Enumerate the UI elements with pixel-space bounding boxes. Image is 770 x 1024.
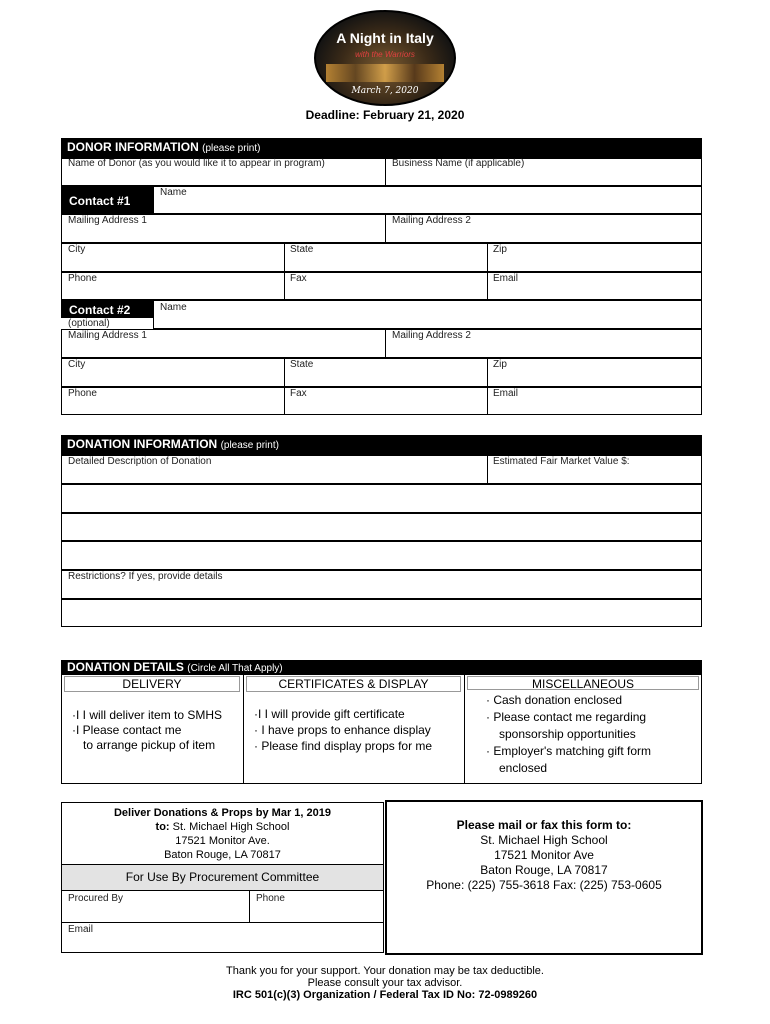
mail-title: Please mail or fax this form to:: [456, 818, 632, 832]
contact2-city-label: City: [68, 359, 86, 370]
misc-option-matching-gift-cont: enclosed: [499, 761, 548, 775]
contact1-name-field[interactable]: [153, 186, 702, 214]
contact1-tab-label: Contact #1: [69, 194, 131, 208]
contact2-addr1-label: Mailing Address 1: [68, 330, 147, 341]
donation-description-label: Detailed Description of Donation: [68, 456, 212, 467]
logo-city-lights: [326, 64, 444, 82]
donor-info-title: DONOR INFORMATION: [67, 140, 199, 154]
contact2-zip-field[interactable]: [488, 372, 701, 386]
misc-title: MISCELLANEOUS: [467, 676, 699, 690]
contact2-optional-label: (optional): [68, 318, 110, 329]
contact1-email-label: Email: [493, 273, 519, 284]
footer-thanks: Thank you for your support. Your donation may be tax deductible.: [226, 965, 544, 977]
donation-info-title: DONATION INFORMATION: [67, 437, 218, 451]
procured-by-field[interactable]: [62, 906, 248, 921]
contact1-phone-field[interactable]: [62, 285, 283, 299]
contact2-addr2-label: Mailing Address 2: [392, 330, 471, 341]
certificate-option-find-props[interactable]: · Please find display props for me: [254, 739, 433, 753]
procurement-phone-field[interactable]: [250, 906, 383, 921]
procured-by-label: Procured By: [68, 893, 124, 904]
contact1-name-label: Name: [160, 187, 187, 198]
contact1-zip-field[interactable]: [488, 257, 701, 271]
deadline: Deadline: February 21, 2020: [305, 108, 465, 122]
procurement-title: For Use By Procurement Committee: [62, 864, 383, 891]
mail-contact: Phone: (225) 755-3618 Fax: (225) 753-0605: [426, 878, 662, 892]
donation-description-field[interactable]: [62, 469, 486, 483]
misc-options: [486, 692, 651, 777]
footer: [0, 965, 770, 1001]
business-name-label: Business Name (if applicable): [392, 158, 525, 169]
donation-details-header: [61, 660, 702, 674]
contact2-city-field[interactable]: [62, 372, 283, 386]
contact2-phone-label: Phone: [68, 388, 97, 399]
delivery-title: DELIVERY: [64, 676, 240, 692]
procurement-phone-label: Phone: [256, 893, 285, 904]
delivery-option-contact[interactable]: ·I Please contact me: [72, 723, 182, 737]
contact2-fax-field[interactable]: [285, 400, 486, 414]
contact2-state-field[interactable]: [285, 372, 486, 386]
certificates-title: CERTIFICATES & DISPLAY: [246, 676, 461, 692]
contact1-state-label: State: [290, 244, 314, 255]
contact1-city-field[interactable]: [62, 257, 283, 271]
delivery-option-deliver[interactable]: ·I I will deliver item to SMHS: [72, 708, 223, 722]
deliver-city: Baton Rouge, LA 70817: [164, 849, 281, 861]
fair-market-value-field[interactable]: [488, 469, 701, 483]
donor-name-label: Name of Donor (as you would like it to appear in program): [68, 158, 325, 169]
contact2-email-label: Email: [493, 388, 519, 399]
certificate-options: [254, 706, 432, 754]
procurement-email-label: Email: [68, 924, 94, 935]
deliver-deadline: Deliver Donations & Props by Mar 1, 2019: [113, 807, 332, 819]
mail-city: Baton Rouge, LA 70817: [480, 863, 608, 877]
misc-option-sponsorship-cont: sponsorship opportunities: [499, 727, 636, 741]
misc-option-sponsorship[interactable]: · Please contact me regarding: [486, 710, 647, 724]
contact1-fax-field[interactable]: [285, 285, 486, 299]
donation-description-line-2[interactable]: [61, 484, 702, 513]
business-name-field[interactable]: [386, 170, 701, 185]
mail-info: [385, 818, 703, 893]
misc-option-matching-gift[interactable]: · Employer's matching gift form: [486, 744, 652, 758]
contact2-addr2-field[interactable]: [386, 343, 701, 357]
delivery-option-contact-cont: to arrange pickup of item: [83, 738, 216, 752]
logo-date: March 7, 2020: [351, 86, 419, 96]
contact1-addr1-field[interactable]: [62, 228, 384, 242]
contact1-addr2-label: Mailing Address 2: [392, 215, 471, 226]
deliver-street: 17521 Monitor Ave.: [175, 835, 270, 847]
contact2-email-field[interactable]: [488, 400, 701, 414]
contact2-tab-label: Contact #2: [69, 303, 131, 317]
contact1-fax-label: Fax: [290, 273, 307, 284]
footer-tax-id: IRC 501(c)(3) Organization / Federal Tax ID No: 72-0989260: [232, 989, 538, 1001]
donation-details-title: DONATION DETAILS: [67, 660, 184, 674]
logo-subtitle: with the Warriors: [355, 50, 415, 59]
procurement-email-field[interactable]: [62, 937, 383, 952]
donation-info-header: [61, 435, 702, 455]
donation-details-note: (Circle All That Apply): [187, 663, 283, 674]
restrictions-label: Restrictions? If yes, provide details: [68, 571, 223, 582]
contact1-phone-label: Phone: [68, 273, 97, 284]
contact2-phone-field[interactable]: [62, 400, 283, 414]
contact2-state-label: State: [290, 359, 314, 370]
donation-info-note: (please print): [220, 440, 279, 451]
event-logo: [314, 10, 456, 106]
certificate-option-gift[interactable]: ·I I will provide gift certificate: [254, 707, 405, 721]
contact2-zip-label: Zip: [493, 359, 507, 370]
donation-description-line-3[interactable]: [61, 513, 702, 541]
mail-street: 17521 Monitor Ave: [494, 848, 594, 862]
contact2-fax-label: Fax: [290, 388, 307, 399]
contact1-state-field[interactable]: [285, 257, 486, 271]
contact2-tab: [61, 300, 153, 318]
contact2-name-label: Name: [160, 302, 187, 313]
contact2-name-field[interactable]: [153, 300, 702, 329]
restrictions-field[interactable]: [62, 584, 701, 598]
donor-info-header: [61, 138, 702, 158]
deliver-to-label: to:: [155, 821, 170, 833]
donation-description-line-4[interactable]: [61, 541, 702, 570]
misc-option-cash[interactable]: · Cash donation enclosed: [486, 693, 623, 707]
mail-school: St. Michael High School: [480, 833, 608, 847]
logo-title: A Night in Italy: [336, 30, 434, 46]
contact1-tab: [61, 186, 153, 214]
contact2-addr1-field[interactable]: [62, 343, 384, 357]
contact1-addr1-label: Mailing Address 1: [68, 215, 147, 226]
restrictions-line-2[interactable]: [61, 599, 702, 627]
donor-info-note: (please print): [202, 143, 261, 154]
contact1-email-field[interactable]: [488, 285, 701, 299]
contact1-addr2-field[interactable]: [386, 228, 701, 242]
fair-market-value-label: Estimated Fair Market Value $:: [493, 456, 630, 467]
contact1-city-label: City: [68, 244, 86, 255]
deliver-school: St. Michael High School: [172, 821, 290, 833]
certificate-option-props[interactable]: · I have props to enhance display: [254, 723, 431, 737]
deliver-info: [61, 806, 384, 862]
footer-tax-advice: Please consult your tax advisor.: [307, 977, 463, 989]
donor-name-field[interactable]: [62, 170, 384, 185]
delivery-options: [72, 708, 222, 753]
contact1-zip-label: Zip: [493, 244, 507, 255]
